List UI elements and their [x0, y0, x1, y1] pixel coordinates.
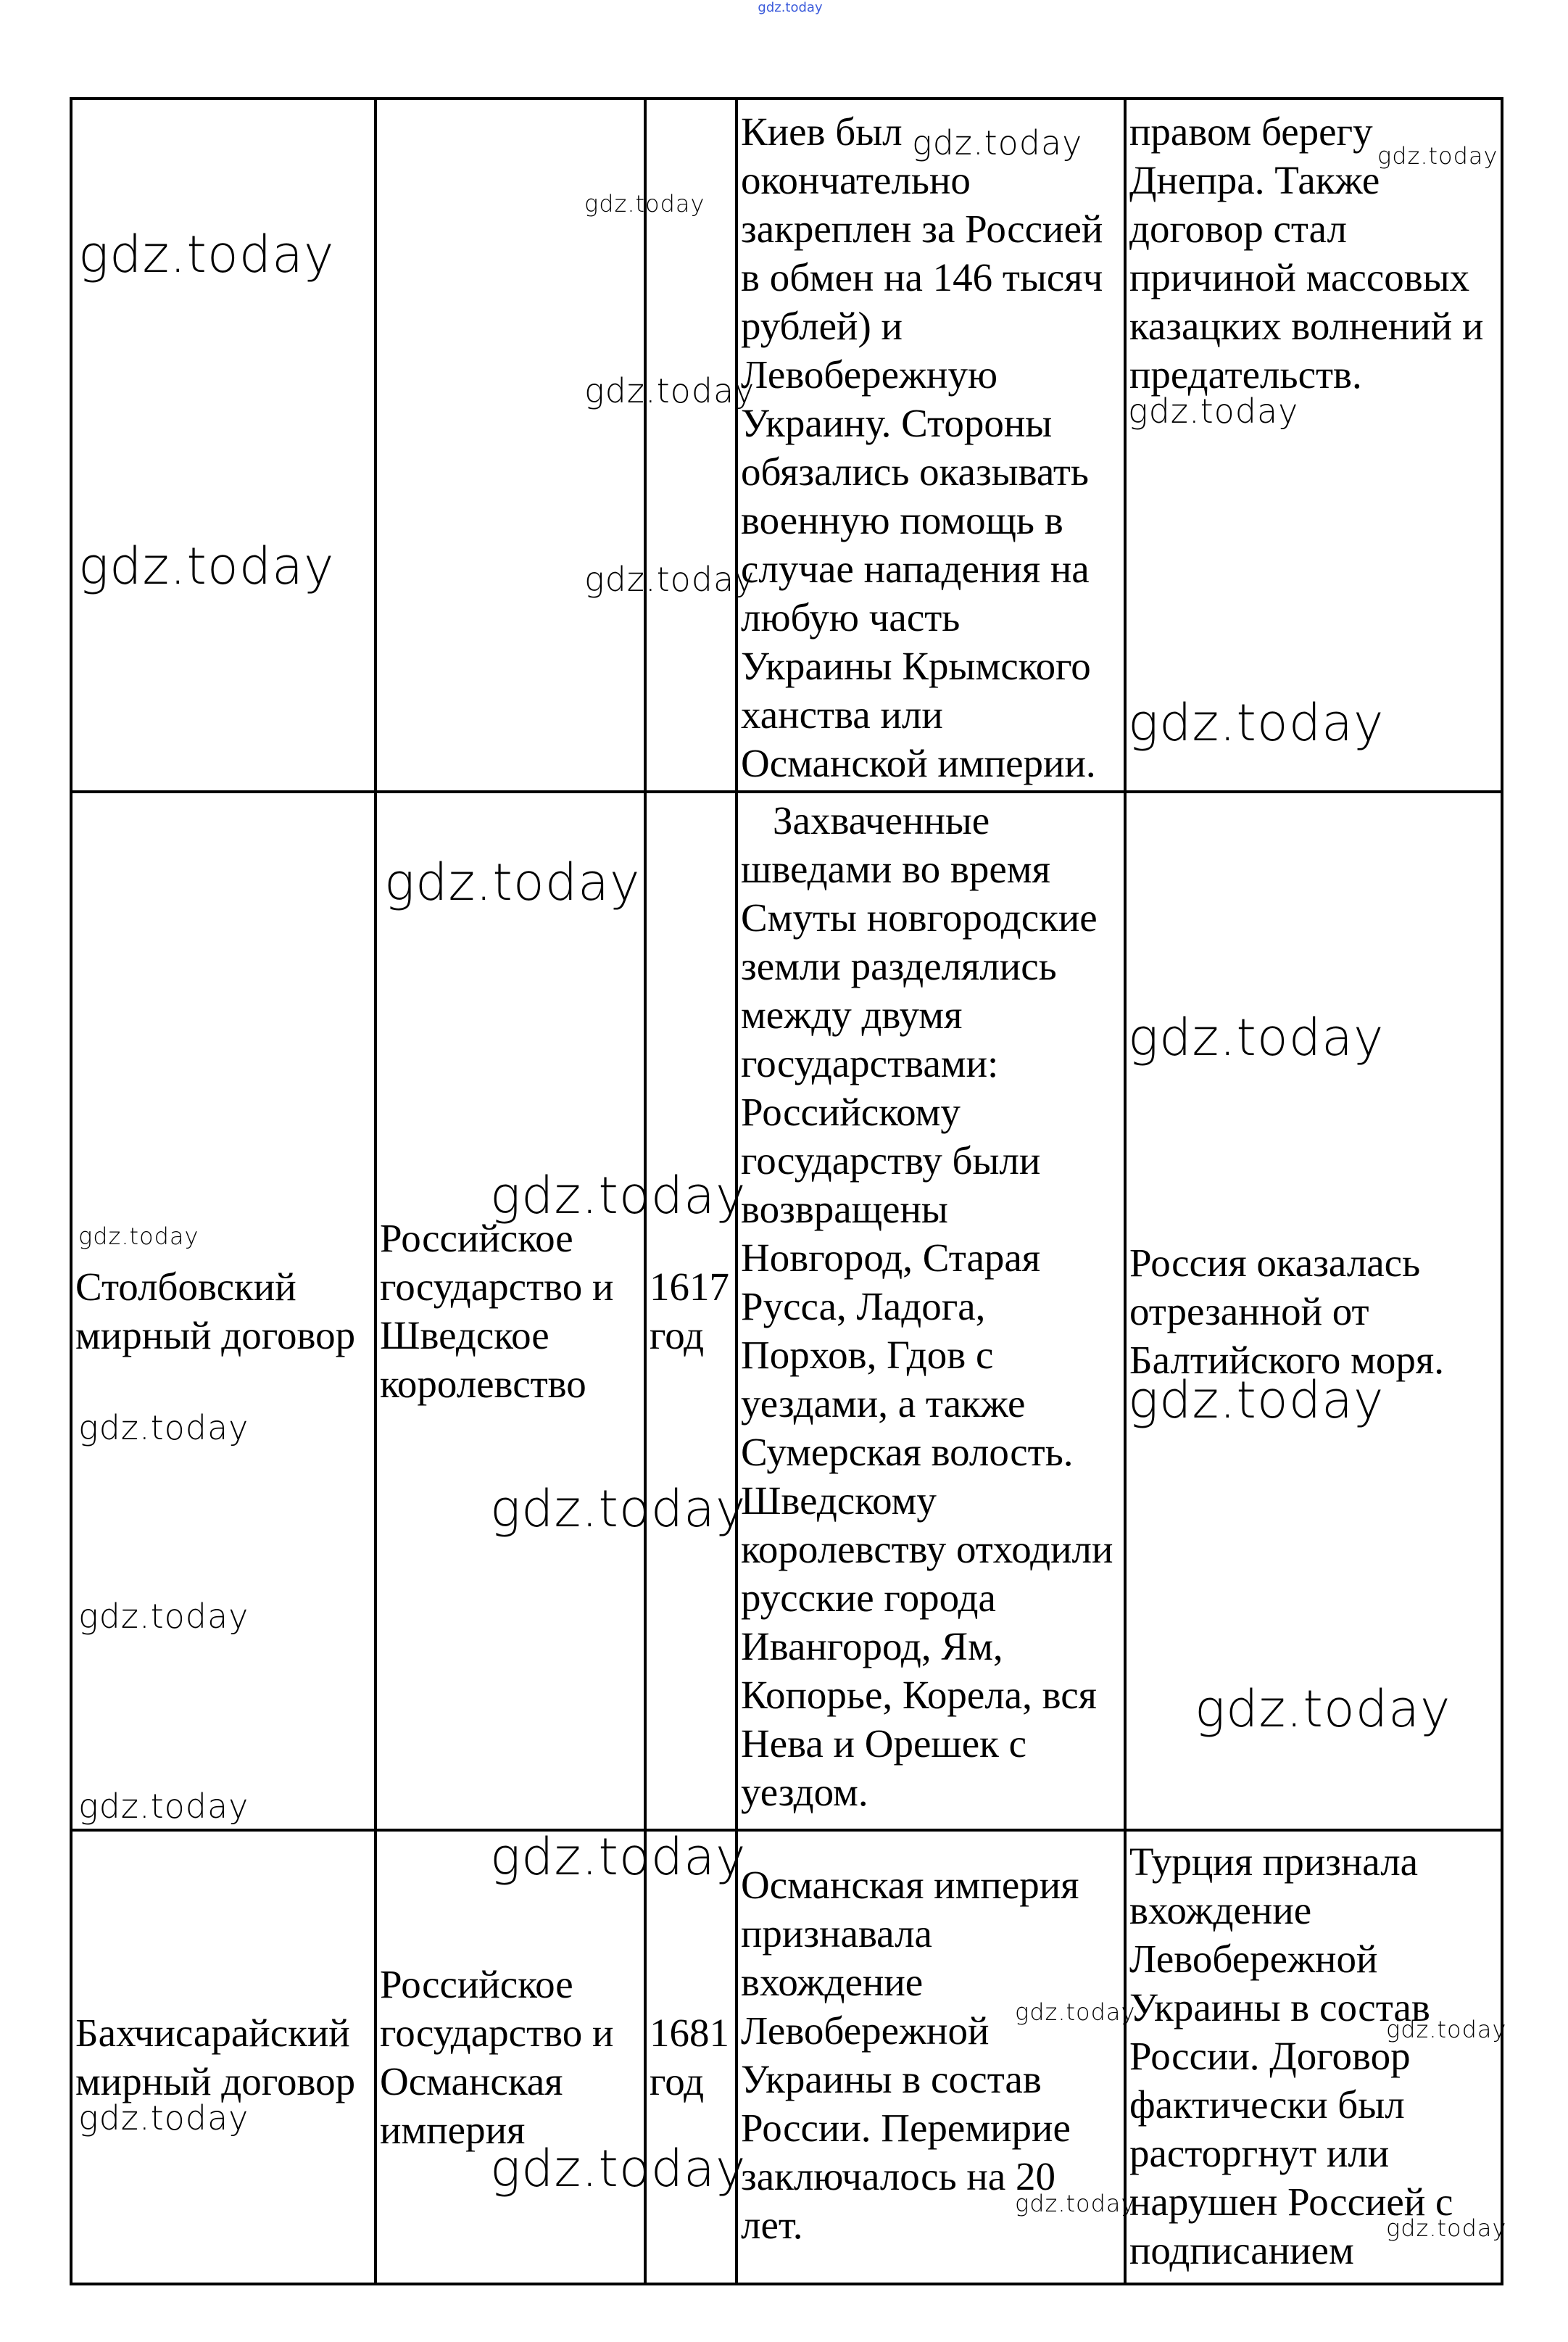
- watermark: gdz.today: [490, 2139, 747, 2198]
- treaty-terms-lead: Захваченные: [773, 798, 990, 843]
- treaty-terms-cell: [737, 792, 1125, 1830]
- watermark: gdz.today: [78, 1408, 249, 1447]
- treaty-consequences-cell: правом берегу Днепра. Также договор стал причиной массовых казацких волнений и предательств.: [1125, 99, 1502, 792]
- watermark: gdz.today: [78, 1222, 199, 1250]
- treaty-year-cell: 1617 год: [645, 792, 737, 1830]
- watermark: gdz.today: [584, 560, 755, 599]
- watermark: gdz.today: [1128, 693, 1385, 753]
- watermark: gdz.today: [1386, 2016, 1507, 2043]
- watermark: gdz.today: [584, 371, 755, 410]
- watermark: gdz.today: [912, 123, 1083, 162]
- treaty-terms-cell: Османская империя признавала вхождение Левобережной Украины в состав России. Перемирие заключалось на 20 лет.: [737, 1830, 1125, 2284]
- watermark: gdz.today: [490, 1166, 747, 1225]
- treaty-name-cell: [71, 99, 376, 792]
- watermark: gdz.today: [1015, 1998, 1136, 2026]
- watermark: gdz.today: [1128, 1008, 1385, 1067]
- watermark: gdz.today: [1128, 392, 1299, 431]
- watermark: gdz.today: [1386, 2214, 1507, 2242]
- watermark: gdz.today: [1377, 142, 1498, 170]
- watermark: gdz.today: [490, 1479, 747, 1539]
- watermark: gdz.today: [490, 1827, 747, 1887]
- treaty-consequences-cell: Россия оказалась отрезанной от Балтийского моря.: [1125, 792, 1502, 1830]
- treaty-name-cell: Столбовский мирный договор: [71, 792, 376, 1830]
- watermark: gdz.today: [78, 1787, 249, 1826]
- watermark: gdz.today: [78, 2098, 249, 2138]
- treaty-parties-cell: Российское государство и Османская империя: [376, 1830, 645, 2284]
- table-row: [71, 1830, 1502, 2284]
- table-row: [71, 792, 1502, 1830]
- watermark: gdz.today: [1128, 1370, 1385, 1430]
- treaty-parties-cell: Российское государство и Шведское королевство: [376, 792, 645, 1830]
- treaty-name-cell: Бахчисарайский мирный договор: [71, 1830, 376, 2284]
- top-watermark: gdz.today: [758, 0, 823, 15]
- treaty-consequences-cell: Турция признала вхождение Левобережной Украины в состав России. Договор фактически был расторгнут или нарушен Россией с подписанием: [1125, 1830, 1502, 2284]
- watermark: gdz.today: [584, 190, 705, 218]
- treaty-terms-cell: Киев был окончательно закреплен за Россией в обмен на 146 тысяч рублей) и Левобережную Украину. Стороны обязались оказывать военную помощь в случае нападения на любую часть Украины Крымского ханства или Османской империи.: [737, 99, 1125, 792]
- treaty-terms-text: шведами во время Смуты новгородские земли разделялись между двумя государствами: Российскому государству были возвращены Новгород, Старая Русса, Ладога, Порхов, Гдов с уездами, а также Сумерская волость. Шведскому королевству отходили русские города Ивангород, Ям, Копорье, Корела, вся Нева и Орешек с уездом.: [741, 847, 1113, 1814]
- watermark: gdz.today: [1195, 1679, 1451, 1739]
- table-row: [71, 99, 1502, 792]
- watermark: gdz.today: [78, 225, 335, 284]
- watermark: gdz.today: [78, 1597, 249, 1636]
- treaty-year-cell: 1681 год: [645, 1830, 737, 2284]
- watermark: gdz.today: [78, 537, 335, 596]
- watermark: gdz.today: [384, 853, 641, 912]
- watermark: gdz.today: [1015, 2190, 1136, 2217]
